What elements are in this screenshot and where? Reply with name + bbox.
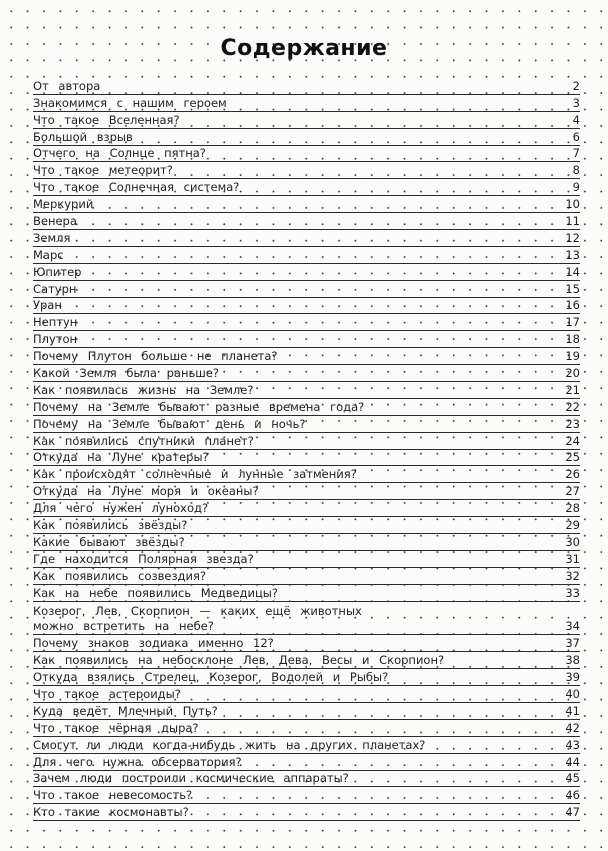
toc-entry-title: Козерог, Лев, Скорпион — каких ещё животных можно встретить на небе? xyxy=(33,604,362,634)
toc-entry[interactable] xyxy=(33,501,580,518)
toc-entry-title: Для чего нужен луноход? xyxy=(33,501,209,516)
toc-entry[interactable] xyxy=(33,349,580,366)
toc-entry[interactable] xyxy=(33,366,580,383)
toc-entry-page: 37 xyxy=(565,636,580,651)
toc-entry[interactable] xyxy=(33,383,580,400)
toc-entry-title: Плутон xyxy=(33,332,78,347)
toc-entry-title: Что такое астероиды? xyxy=(33,686,181,701)
toc-entry-title: Как происходят солнечные и лунные затмения? xyxy=(33,467,357,482)
toc-entry-title: Как появились на небосклоне Лев, Дева, Весы и Скорпион? xyxy=(33,653,445,668)
toc-entry-page: 44 xyxy=(565,754,580,769)
table-of-contents xyxy=(33,79,580,822)
toc-entry-title: Отчего на Солнце пятна? xyxy=(33,146,206,161)
toc-entry[interactable] xyxy=(33,163,580,180)
toc-entry[interactable] xyxy=(33,332,580,349)
toc-entry-title: Нептун xyxy=(33,315,78,330)
toc-entry-title: Зачем люди построили космические аппараты? xyxy=(33,771,349,786)
toc-entry-page: 42 xyxy=(565,720,580,735)
toc-entry-page: 24 xyxy=(565,433,580,448)
toc-entry[interactable] xyxy=(33,670,580,687)
toc-entry-title: Для чего нужна обсерватория? xyxy=(33,754,242,769)
toc-entry-title: Почему Плутон больше не планета? xyxy=(33,349,278,364)
toc-entry-title: Что такое чёрная дыра? xyxy=(33,720,199,735)
toc-entry-page: 17 xyxy=(565,315,580,330)
toc-entry-page: 20 xyxy=(565,366,580,381)
toc-entry[interactable] xyxy=(33,113,580,130)
toc-entry-title: Откуда на Луне кратеры? xyxy=(33,450,209,465)
toc-entry[interactable] xyxy=(33,518,580,535)
toc-entry-title: Откуда взялись Стрелец, Козерог, Водолей и Рыбы? xyxy=(33,670,389,685)
toc-entry-title: Уран xyxy=(33,298,62,313)
toc-entry[interactable] xyxy=(33,636,580,653)
toc-entry-title: Кто такие космонавты? xyxy=(33,805,189,820)
toc-entry[interactable] xyxy=(33,197,580,214)
toc-entry-title: Как появились спутники планет? xyxy=(33,433,254,448)
toc-entry[interactable] xyxy=(33,315,580,332)
toc-entry-page: 21 xyxy=(565,382,580,397)
toc-entry-page: 15 xyxy=(565,281,580,296)
toc-entry-title: Юпитер xyxy=(33,264,82,279)
toc-entry-title: Где находится Полярная звезда? xyxy=(33,551,254,566)
toc-entry[interactable] xyxy=(33,603,580,637)
toc-entry-title: Как появились созвездия? xyxy=(33,568,207,583)
toc-entry[interactable] xyxy=(33,552,580,569)
toc-entry-title: Что такое Солнечная система? xyxy=(33,180,240,195)
toc-entry-page: 7 xyxy=(572,146,580,161)
toc-entry-title: Знакомимся с нашим героем xyxy=(33,95,227,110)
toc-entry[interactable] xyxy=(33,772,580,789)
toc-entry[interactable] xyxy=(33,79,580,96)
toc-entry[interactable] xyxy=(33,130,580,147)
toc-entry-title: Какие бывают звёзды? xyxy=(33,534,185,549)
toc-entry-page: 32 xyxy=(565,568,580,583)
toc-entry-title: Сатурн xyxy=(33,281,77,296)
toc-entry[interactable] xyxy=(33,805,580,822)
toc-entry-page: 29 xyxy=(565,518,580,533)
toc-entry-page: 9 xyxy=(572,180,580,195)
toc-entry[interactable] xyxy=(33,738,580,755)
toc-entry-page: 38 xyxy=(565,653,580,668)
toc-entry-page: 13 xyxy=(565,247,580,262)
toc-entry-title: Что такое Вселенная? xyxy=(33,112,180,127)
toc-entry-title: Как появились звёзды? xyxy=(33,518,188,533)
toc-entry[interactable] xyxy=(33,96,580,113)
toc-entry[interactable] xyxy=(33,282,580,299)
toc-entry-title: Что такое метеорит? xyxy=(33,163,173,178)
toc-entry-page: 40 xyxy=(565,686,580,701)
toc-entry[interactable] xyxy=(33,569,580,586)
toc-entry-title: Откуда на Луне моря и океаны? xyxy=(33,484,259,499)
toc-entry-page: 34 xyxy=(565,619,580,634)
toc-entry[interactable] xyxy=(33,214,580,231)
toc-entry[interactable] xyxy=(33,653,580,670)
toc-entry-page: 19 xyxy=(565,349,580,364)
toc-entry-page: 47 xyxy=(565,805,580,820)
toc-entry-title: Земля xyxy=(33,230,71,245)
toc-entry-page: 27 xyxy=(565,484,580,499)
toc-entry-title: Как на небе появились Медведицы? xyxy=(33,585,278,600)
toc-entry[interactable] xyxy=(33,434,580,451)
toc-entry[interactable] xyxy=(33,788,580,805)
toc-entry-page: 26 xyxy=(565,467,580,482)
toc-entry[interactable] xyxy=(33,248,580,265)
toc-entry-page: 23 xyxy=(565,416,580,431)
toc-entry-page: 39 xyxy=(565,670,580,685)
toc-entry-title: Почему на Земле бывают разные времена года? xyxy=(33,399,365,414)
toc-entry-page: 28 xyxy=(565,501,580,516)
toc-entry[interactable] xyxy=(33,400,580,417)
toc-entry-title: Большой взрыв xyxy=(33,129,133,144)
toc-entry-page: 4 xyxy=(572,112,580,127)
toc-entry-page: 43 xyxy=(565,737,580,752)
toc-entry-page: 22 xyxy=(565,399,580,414)
toc-entry-page: 31 xyxy=(565,551,580,566)
toc-entry-page: 16 xyxy=(565,298,580,313)
toc-entry-page: 14 xyxy=(565,264,580,279)
toc-entry[interactable] xyxy=(33,299,580,316)
toc-entry-page: 10 xyxy=(565,197,580,212)
toc-entry-page: 12 xyxy=(565,230,580,245)
toc-entry-title: Почему знаков зодиака именно 12? xyxy=(33,636,274,651)
toc-entry-page: 45 xyxy=(565,771,580,786)
toc-entry[interactable] xyxy=(33,586,580,603)
toc-entry-page: 41 xyxy=(565,703,580,718)
toc-entry-page: 30 xyxy=(565,534,580,549)
toc-entry-title: Меркурий xyxy=(33,197,94,212)
toc-entry-title: Смогут ли люди когда-нибудь жить на других планетах? xyxy=(33,737,426,752)
toc-entry-title: Что такое невесомость? xyxy=(33,788,193,803)
toc-entry[interactable] xyxy=(33,687,580,704)
toc-entry-title: Почему на Земле бывают день и ночь? xyxy=(33,416,306,431)
toc-entry[interactable] xyxy=(33,755,580,772)
toc-entry[interactable] xyxy=(33,467,580,484)
toc-entry-page: 11 xyxy=(565,214,580,229)
toc-entry[interactable] xyxy=(33,451,580,468)
toc-entry[interactable] xyxy=(33,704,580,721)
toc-entry-page: 33 xyxy=(565,585,580,600)
toc-entry-title: Венера xyxy=(33,214,77,229)
toc-entry-page: 6 xyxy=(572,129,580,144)
toc-entry-page: 8 xyxy=(572,163,580,178)
page-title: Содержание xyxy=(220,36,388,61)
toc-entry[interactable] xyxy=(33,231,580,248)
toc-entry-title: Как появилась жизнь на Земле? xyxy=(33,382,254,397)
toc-entry-title: Марс xyxy=(33,247,64,262)
toc-entry[interactable] xyxy=(33,180,580,197)
toc-entry[interactable] xyxy=(33,535,580,552)
toc-entry-page: 25 xyxy=(565,450,580,465)
toc-entry-title: От автора xyxy=(33,78,101,93)
toc-entry-page: 46 xyxy=(565,788,580,803)
toc-entry[interactable] xyxy=(33,484,580,501)
toc-entry-page: 18 xyxy=(565,332,580,347)
toc-entry[interactable] xyxy=(33,417,580,434)
toc-entry[interactable] xyxy=(33,721,580,738)
toc-entry[interactable] xyxy=(33,147,580,164)
toc-entry-page: 2 xyxy=(572,78,580,93)
toc-entry-title: Какой Земля была раньше? xyxy=(33,366,219,381)
toc-entry[interactable] xyxy=(33,265,580,282)
toc-entry-title: Куда ведёт Млечный Путь? xyxy=(33,703,218,718)
toc-entry-page: 3 xyxy=(572,95,580,110)
